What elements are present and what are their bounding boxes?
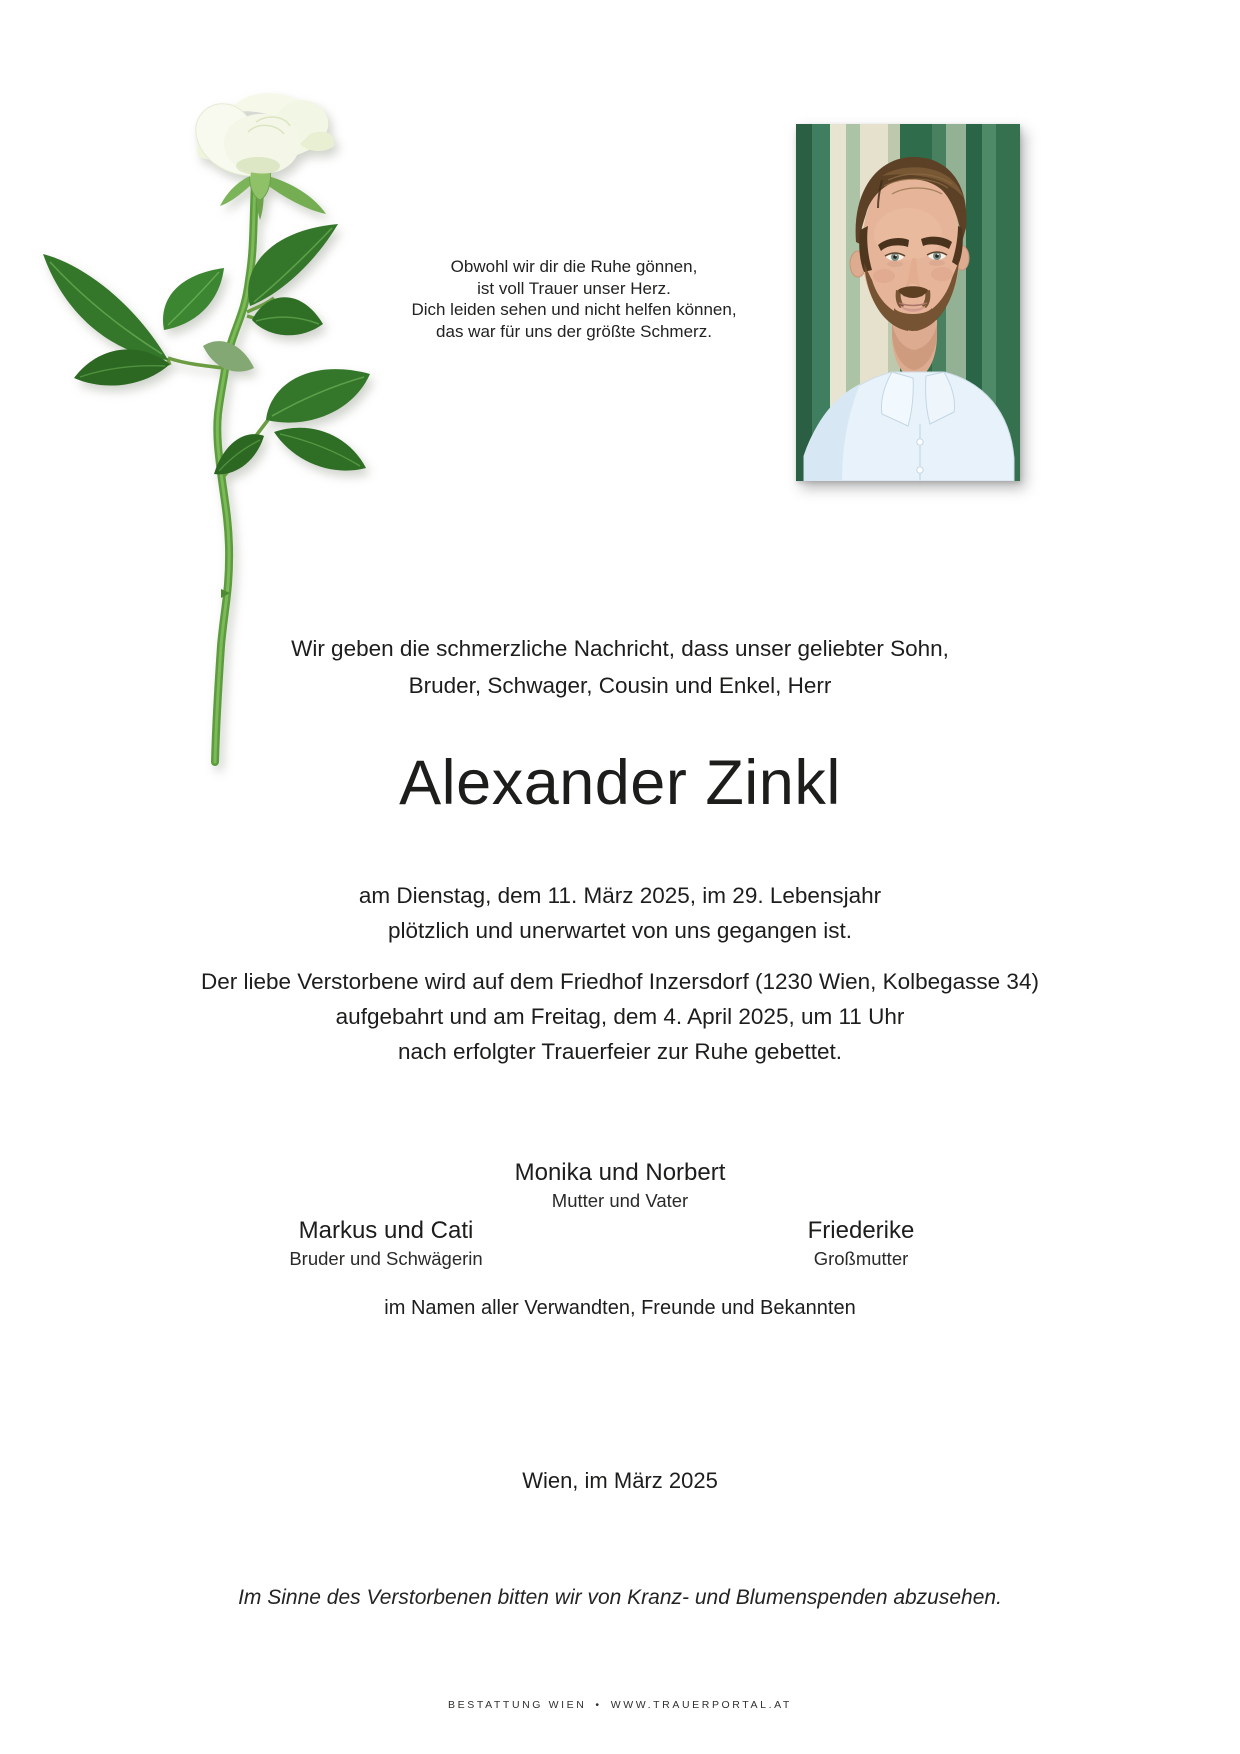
mourners-right xyxy=(661,1218,1061,1269)
funeral-details-line: nach erfolgter Trauerfeier zur Ruhe gebettet. xyxy=(397,1039,842,1064)
footer-separator-dot: • xyxy=(595,1699,602,1711)
rose-leaves xyxy=(43,224,370,474)
footer xyxy=(0,1699,1240,1711)
mourner-relation: Großmutter xyxy=(813,1248,909,1269)
poem-line: ist voll Trauer unser Herz. xyxy=(477,278,671,298)
mourner-names: Friederike xyxy=(807,1217,915,1244)
footer-publisher: BESTATTUNG WIEN xyxy=(448,1699,587,1711)
mourner-names: Monika und Norbert xyxy=(514,1159,726,1186)
death-details-line: plötzlich und unerwartet von uns gegangen ist. xyxy=(387,918,853,943)
announcement-line: Bruder, Schwager, Cousin und Enkel, Herr xyxy=(408,673,832,698)
announcement xyxy=(0,630,1240,704)
portrait-svg xyxy=(796,124,1020,481)
mourner-names: Markus und Cati xyxy=(298,1217,474,1244)
footer-website: WWW.TRAUERPORTAL.AT xyxy=(610,1699,792,1711)
mourners-primary xyxy=(0,1160,1240,1211)
announcement-line: Wir geben die schmerzliche Nachricht, dass unser geliebter Sohn, xyxy=(291,636,949,661)
deceased-name: Alexander Zinkl xyxy=(399,748,841,818)
shirt-button xyxy=(917,467,923,473)
mourners-left xyxy=(186,1218,586,1269)
funeral-details-line: aufgebahrt und am Freitag, dem 4. April 2025, um 11 Uhr xyxy=(335,1004,905,1029)
death-details xyxy=(0,878,1240,948)
poem-line: das war für uns der größte Schmerz. xyxy=(436,321,712,341)
death-details-line: am Dienstag, dem 11. März 2025, im 29. Lebensjahr xyxy=(358,883,882,908)
mourners-closing: im Namen aller Verwandten, Freunde und Bekannten xyxy=(384,1297,856,1319)
funeral-details xyxy=(0,964,1240,1069)
funeral-details-line: Der liebe Verstorbene wird auf dem Friedhof Inzersdorf (1230 Wien, Kolbegasse 34) xyxy=(201,969,1039,994)
poem-line: Obwohl wir dir die Ruhe gönnen, xyxy=(450,257,698,276)
donation-note: Im Sinne des Verstorbenen bitten wir von Kranz- und Blumenspenden abzusehen. xyxy=(238,1586,1002,1609)
rose-calyx xyxy=(220,168,326,220)
place-date: Wien, im März 2025 xyxy=(522,1468,718,1493)
shirt-button xyxy=(917,439,923,445)
poem-line: Dich leiden sehen und nicht helfen können, xyxy=(411,300,737,319)
rose-flower xyxy=(196,93,334,176)
portrait-photo xyxy=(796,124,1020,481)
memorial-poem xyxy=(334,256,814,342)
mourner-relation: Mutter und Vater xyxy=(551,1190,689,1211)
mourner-relation: Bruder und Schwägerin xyxy=(289,1248,483,1269)
